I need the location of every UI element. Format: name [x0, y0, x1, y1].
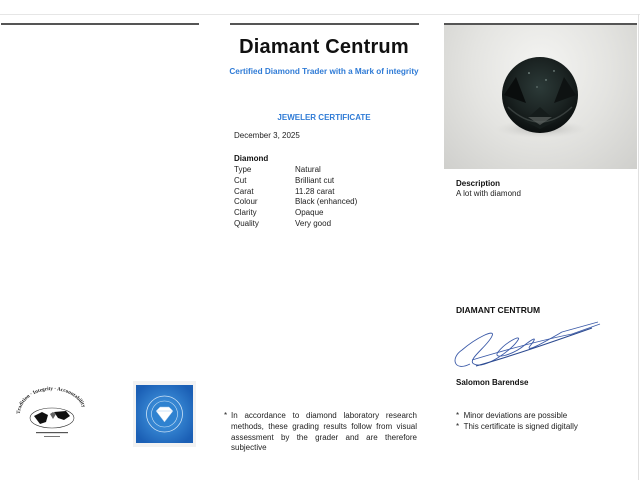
black-diamond-icon: [444, 25, 637, 169]
column-rule-left: [1, 23, 199, 25]
signature-company: DIAMANT CENTRUM: [456, 305, 541, 315]
spec-label: Quality: [234, 218, 259, 228]
spec-label: Carat: [234, 186, 254, 196]
spec-label: Cut: [234, 175, 247, 185]
spec-row-quality: [234, 219, 357, 230]
spec-value: Very good: [295, 218, 332, 228]
column-rule-center: [230, 23, 419, 25]
note-bullet: *: [456, 421, 460, 431]
spec-row-cut: [234, 176, 357, 187]
seal-motto: Tradition · Integrity · Accountability: [15, 385, 87, 415]
certificate-date: December 3, 2025: [234, 131, 300, 140]
footnote-bullet: *: [224, 411, 228, 420]
spec-value: Brilliant cut: [295, 175, 335, 185]
spec-label: Colour: [234, 197, 258, 207]
notes-list: [456, 411, 578, 433]
signature-icon: [452, 320, 602, 376]
certificate-heading: JEWELER CERTIFICATE: [277, 113, 371, 122]
spec-row-clarity: [234, 208, 357, 219]
note-item: [456, 422, 578, 433]
page-top-border: [0, 14, 640, 15]
spec-value: Black (enhanced): [295, 197, 358, 207]
company-title: Diamant Centrum: [239, 36, 409, 58]
note-bullet: *: [456, 411, 460, 420]
wfdb-seal-logo-icon: [12, 384, 92, 440]
diamond-photo: [444, 25, 637, 169]
company-tagline: Certified Diamond Trader with a Mark of integrity: [229, 67, 419, 76]
description-text: A lot with diamond: [456, 189, 521, 198]
description-title: Description: [456, 179, 501, 188]
note-text: This certificate is signed digitally: [463, 421, 578, 431]
spec-table: [234, 165, 357, 230]
spec-label: Type: [234, 165, 252, 174]
spec-row-colour: [234, 197, 357, 208]
footnote-text: In accordance to diamond laboratory research methods, these grading results follow from visual assessment by the grader and are therefore subjective: [231, 411, 417, 453]
signer-name: Salomon Barendse: [456, 378, 529, 387]
spec-row-type: [234, 165, 357, 176]
spec-section-title: Diamond: [234, 154, 269, 163]
spec-row-carat: [234, 187, 357, 198]
diamond-trader-badge-icon: [133, 381, 196, 447]
page-right-border: [638, 14, 639, 480]
note-item: [456, 411, 578, 422]
spec-value: Natural: [295, 165, 321, 174]
grading-footnote: [224, 411, 417, 454]
note-text: Minor deviations are possible: [463, 411, 568, 420]
spec-value: Opaque: [295, 208, 324, 218]
spec-label: Clarity: [234, 208, 257, 218]
spec-value: 11.28 carat: [295, 186, 335, 196]
